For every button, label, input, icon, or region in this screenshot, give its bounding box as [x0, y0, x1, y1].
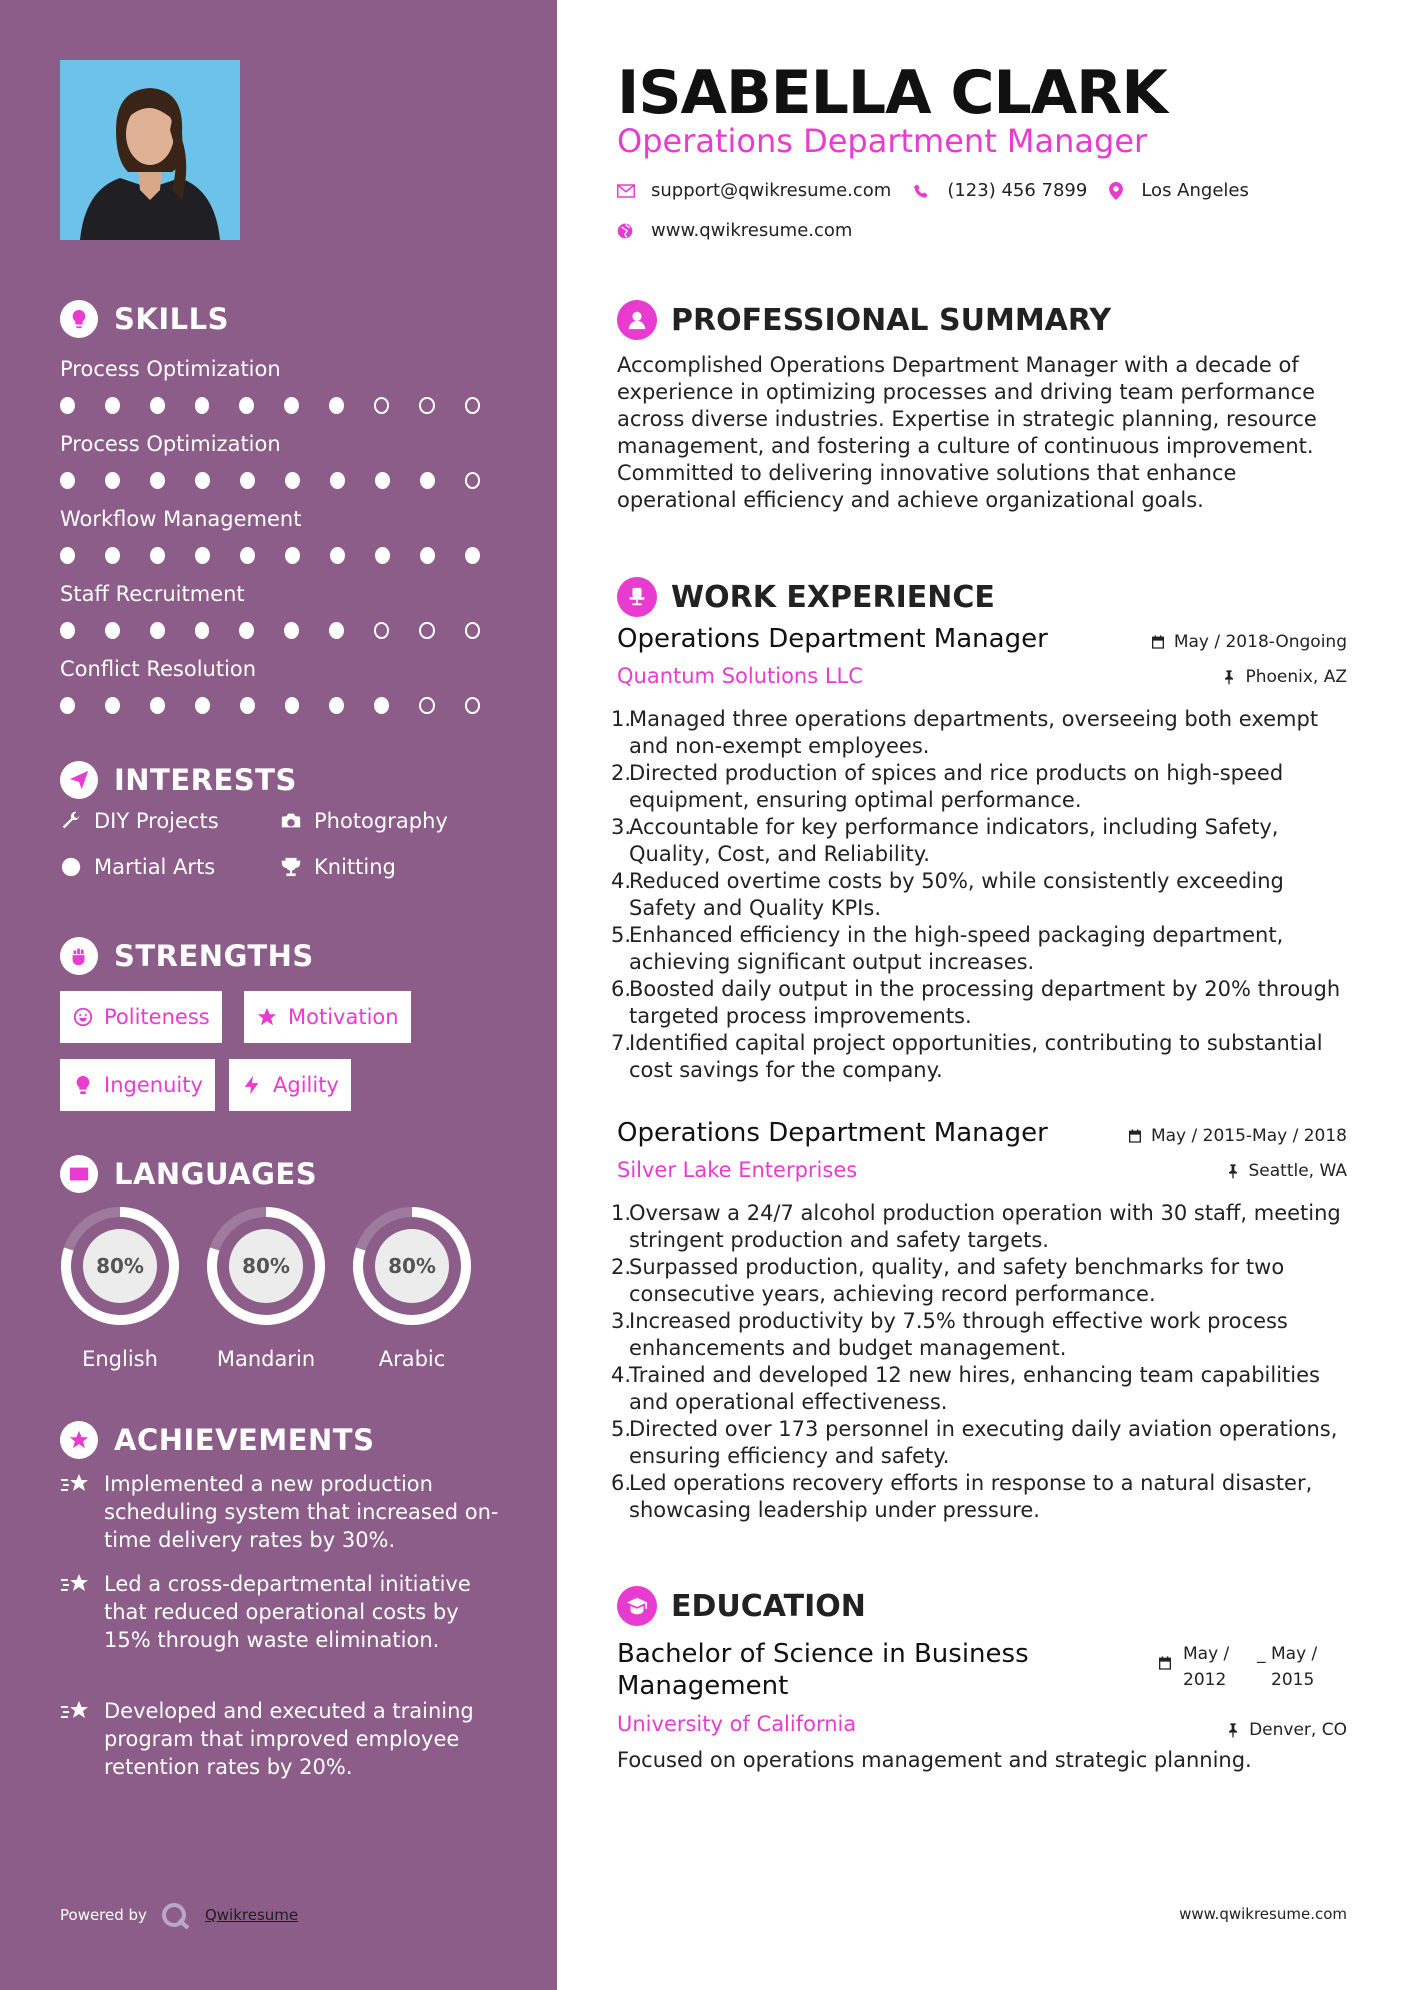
shooting-star-icon	[60, 1472, 90, 1498]
strength-label: Politeness	[104, 1005, 210, 1029]
rating-dot	[374, 697, 389, 714]
phone-icon	[913, 183, 929, 199]
bullet-text: Increased productivity by 7.5% through effective work process enhancements and budget management.	[629, 1309, 1288, 1360]
star-badge-icon	[60, 1421, 98, 1459]
rating-dot	[285, 547, 300, 564]
achievement-item	[60, 1697, 500, 1781]
job-bullet	[611, 1308, 1347, 1362]
job-bullet	[611, 1200, 1347, 1254]
bullet-text: Reduced overtime costs by 50%, while consistently exceeding Safety and Quality KPIs.	[629, 869, 1284, 920]
interest-label: Knitting	[314, 855, 396, 879]
language-percent: 80%	[96, 1254, 144, 1278]
date-range: May / 2015-May / 2018	[1150, 1126, 1347, 1146]
lightning-icon	[241, 1074, 263, 1096]
bullet-number: 1.	[611, 707, 632, 731]
globe-icon	[617, 223, 633, 239]
skill-item	[60, 657, 510, 714]
strength-tag	[60, 1059, 215, 1111]
bullet-number: 7.	[611, 1031, 632, 1055]
degree: Bachelor of Science in Business Management	[617, 1639, 1029, 1701]
rating-dot	[329, 622, 344, 639]
strength-label: Motivation	[288, 1005, 399, 1029]
language-name: English	[82, 1347, 158, 1371]
rating-dot	[465, 472, 480, 489]
location: Seattle, WA	[1248, 1161, 1347, 1181]
rating-dot	[465, 622, 480, 639]
bullet-number: 6.	[611, 977, 632, 1001]
language-percent: 80%	[242, 1254, 290, 1278]
interest-item	[280, 855, 396, 879]
company-name: Silver Lake Enterprises	[617, 1158, 858, 1182]
rating-dot	[195, 547, 210, 564]
section-title: INTERESTS	[114, 763, 297, 797]
rating-dot	[105, 622, 120, 639]
rating-dot	[374, 622, 389, 639]
rating-dot	[60, 472, 75, 489]
section-title: STRENGTHS	[114, 939, 314, 973]
rating-dot	[419, 697, 434, 714]
paper-plane-icon	[60, 761, 98, 799]
language-progress-ring	[205, 1205, 327, 1327]
rating-dot	[60, 697, 75, 714]
language-percent: 80%	[388, 1254, 436, 1278]
achievements-heading	[60, 1421, 374, 1459]
skill-rating	[60, 622, 510, 639]
pushpin-icon	[1225, 1722, 1241, 1738]
main-content	[557, 0, 1407, 1990]
skill-item	[60, 582, 510, 639]
language-item	[351, 1205, 473, 1371]
strengths-heading	[60, 937, 314, 975]
rating-dot	[375, 547, 390, 564]
language-item	[205, 1205, 327, 1371]
achievement-item	[60, 1470, 500, 1554]
location: Los Angeles	[1141, 180, 1249, 201]
job-bullets	[611, 1200, 1347, 1524]
section-title: ACHIEVEMENTS	[114, 1423, 375, 1457]
calendar-icon	[1127, 1128, 1143, 1144]
rating-dot	[60, 397, 75, 414]
rating-dot	[419, 622, 434, 639]
skill-item	[60, 507, 510, 564]
rating-dot	[285, 472, 300, 489]
experience-heading	[617, 577, 995, 617]
wrench-icon	[60, 810, 82, 832]
job-dates	[1127, 1126, 1347, 1146]
job-bullet	[611, 868, 1347, 922]
rating-dot	[195, 397, 210, 414]
qwikresume-logo-icon	[159, 1900, 193, 1930]
bullet-number: 2.	[611, 1255, 632, 1279]
rating-dot	[150, 472, 165, 489]
pushpin-icon	[1225, 1163, 1241, 1179]
email[interactable]: support@qwikresume.com	[651, 180, 892, 201]
job-bullet	[611, 922, 1347, 976]
bullet-text: Accountable for key performance indicators, including Safety, Quality, Cost, and Reliability.	[629, 815, 1279, 866]
education-entry	[617, 1638, 1347, 1772]
skill-rating	[60, 472, 510, 489]
bullet-number: 5.	[611, 1417, 632, 1441]
rating-dot	[239, 397, 254, 414]
phone: (123) 456 7899	[947, 180, 1088, 201]
bullet-number: 3.	[611, 815, 632, 839]
rating-dot	[329, 697, 344, 714]
calendar-icon	[1150, 634, 1166, 650]
location-pin-icon	[1109, 182, 1123, 200]
location: Denver, CO	[1249, 1720, 1347, 1740]
rating-dot	[150, 622, 165, 639]
globe-icon	[60, 856, 82, 878]
rating-dot	[105, 397, 120, 414]
job-bullet	[611, 1470, 1347, 1524]
end-date: May / 2015	[1271, 1644, 1318, 1690]
rating-dot	[150, 697, 165, 714]
bullet-text: Boosted daily output in the processing department by 20% through targeted process improvements.	[629, 977, 1341, 1028]
powered-by-label: Powered by	[60, 1906, 147, 1924]
shooting-star-icon	[60, 1572, 90, 1598]
strength-tag	[229, 1059, 351, 1111]
rating-dot	[105, 697, 120, 714]
strength-tag	[244, 991, 411, 1043]
bullet-text: Oversaw a 24/7 alcohol production operation with 30 staff, meeting stringent production and safety targets.	[629, 1201, 1341, 1252]
rating-dot	[329, 397, 344, 414]
rating-dot	[465, 697, 480, 714]
education-location	[1225, 1720, 1347, 1740]
bullet-text: Managed three operations departments, overseeing both exempt and non-exempt employees.	[629, 707, 1319, 758]
mail-icon	[617, 184, 635, 198]
camera-icon	[280, 810, 302, 832]
user-icon	[617, 300, 657, 340]
skill-item	[60, 357, 510, 414]
strength-tag	[60, 991, 222, 1043]
job-bullet	[611, 706, 1347, 760]
rating-dot	[240, 472, 255, 489]
company-name: Quantum Solutions LLC	[617, 664, 863, 688]
strength-label: Ingenuity	[104, 1073, 203, 1097]
section-title: LANGUAGES	[114, 1157, 318, 1191]
language-name: Mandarin	[216, 1347, 316, 1371]
shooting-star-icon	[60, 1699, 90, 1725]
star-icon	[256, 1006, 278, 1028]
rating-dot	[105, 472, 120, 489]
rating-dot	[60, 622, 75, 639]
summary-text: Accomplished Operations Department Manager with a decade of experience in optimizing processes and driving team performance across diverse industries. Expertise in strategic planning, resource management, and fostering a culture of continuous improvement. Committed to delivering innovative solutions that enhance operational efficiency and achieve organizational goals.	[617, 353, 1317, 512]
bullet-number: 3.	[611, 1309, 632, 1333]
rating-dot	[330, 547, 345, 564]
rating-dot	[195, 697, 210, 714]
section-title: WORK EXPERIENCE	[671, 579, 995, 615]
skill-rating	[60, 547, 510, 564]
achievement-text: Developed and executed a training program that improved employee retention rates by 20%.	[104, 1699, 474, 1779]
rating-dot	[420, 547, 435, 564]
interests-heading	[60, 761, 297, 799]
rating-dot	[240, 547, 255, 564]
rating-dot	[239, 622, 254, 639]
qwikresume-link[interactable]: Qwikresume	[204, 1906, 299, 1924]
location: Phoenix, AZ	[1245, 667, 1347, 687]
job-title: Operations Department Manager	[617, 624, 1048, 654]
skills-heading	[60, 300, 229, 338]
language-icon	[60, 1155, 98, 1193]
education-dates: May / 2012 _ May / 2015	[1157, 1641, 1337, 1693]
section-title: EDUCATION	[671, 1588, 866, 1624]
bullet-number: 2.	[611, 761, 632, 785]
job-bullet	[611, 976, 1347, 1030]
skill-name: Workflow Management	[60, 507, 302, 531]
bullet-number: 4.	[611, 1363, 632, 1387]
rating-dot	[150, 397, 165, 414]
job-bullet	[611, 814, 1347, 868]
interest-label: Photography	[314, 809, 448, 833]
rating-dot	[195, 472, 210, 489]
rating-dot	[284, 622, 299, 639]
education-description: Focused on operations management and strategic planning.	[617, 1748, 1252, 1772]
rating-dot	[375, 472, 390, 489]
achievement-text: Implemented a new production scheduling system that increased on-time delivery rates by 30%.	[104, 1472, 499, 1552]
candidate-role: Operations Department Manager	[617, 122, 1148, 160]
skill-name: Conflict Resolution	[60, 657, 257, 681]
skill-item	[60, 432, 510, 489]
bullet-text: Enhanced efficiency in the high-speed packaging department, achieving significant output increases.	[629, 923, 1284, 974]
bullet-number: 1.	[611, 1201, 632, 1225]
sidebar	[0, 0, 557, 1990]
bullet-text: Identified capital project opportunities, contributing to substantial cost savings for the company.	[629, 1031, 1323, 1082]
bullet-text: Surpassed production, quality, and safety benchmarks for two consecutive years, achieving record performance.	[629, 1255, 1285, 1306]
interest-item	[280, 809, 448, 833]
footer-url[interactable]: www.qwikresume.com	[1179, 1905, 1347, 1923]
bullet-text: Trained and developed 12 new hires, enhancing team capabilities and operational effectiveness.	[629, 1363, 1320, 1414]
job-bullet	[611, 1416, 1347, 1470]
strength-label: Agility	[273, 1073, 339, 1097]
job-bullet	[611, 760, 1347, 814]
bullet-text: Directed production of spices and rice products on high-speed equipment, ensuring optimal performance.	[629, 761, 1284, 812]
job-bullet	[611, 1030, 1347, 1084]
skill-rating	[60, 697, 510, 714]
rating-dot	[240, 697, 255, 714]
interest-label: DIY Projects	[94, 809, 219, 833]
rating-dot	[465, 547, 480, 564]
contact-row	[617, 180, 1249, 201]
school-name: University of California	[617, 1712, 857, 1736]
language-progress-ring	[59, 1205, 181, 1327]
language-item	[59, 1205, 181, 1371]
trophy-icon	[280, 856, 302, 878]
lightbulb-icon	[60, 300, 98, 338]
start-date: May / 2012	[1183, 1644, 1230, 1690]
rating-dot	[465, 397, 480, 414]
job-location	[1225, 1161, 1348, 1181]
candidate-name: ISABELLA CLARK	[617, 58, 1167, 128]
summary-heading	[617, 300, 1111, 340]
achievement-text: Led a cross-departmental initiative that reduced operational costs by 15% through waste elimination.	[104, 1572, 471, 1652]
powered-by	[60, 1900, 298, 1930]
job-dates	[1150, 632, 1347, 652]
rating-dot	[374, 397, 389, 414]
job-entry	[611, 1118, 1347, 1524]
job-title: Operations Department Manager	[617, 1118, 1048, 1148]
pushpin-icon	[1221, 669, 1237, 685]
lightbulb-icon	[72, 1074, 94, 1096]
section-title: PROFESSIONAL SUMMARY	[671, 302, 1112, 338]
website[interactable]: www.qwikresume.com	[651, 220, 853, 241]
rating-dot	[330, 472, 345, 489]
skill-name: Staff Recruitment	[60, 582, 245, 606]
skill-rating	[60, 397, 510, 414]
job-bullet	[611, 1362, 1347, 1416]
job-bullets	[611, 706, 1347, 1084]
graduate-icon	[617, 1586, 657, 1626]
job-entry	[611, 624, 1347, 1084]
smile-icon	[72, 1006, 94, 1028]
achievement-item	[60, 1570, 500, 1654]
rating-dot	[285, 697, 300, 714]
interest-item	[60, 855, 215, 879]
job-bullet	[611, 1254, 1347, 1308]
education-heading	[617, 1586, 866, 1626]
languages-heading	[60, 1155, 317, 1193]
bullet-text: Led operations recovery efforts in response to a natural disaster, showcasing leadership under pressure.	[629, 1471, 1313, 1522]
bullet-number: 5.	[611, 923, 632, 947]
skill-name: Process Optimization	[60, 357, 281, 381]
bullet-text: Directed over 173 personnel in executing daily aviation operations, ensuring efficiency and safety.	[629, 1417, 1338, 1468]
website-row	[617, 220, 852, 241]
office-chair-icon	[617, 577, 657, 617]
interest-item	[60, 809, 219, 833]
rating-dot	[195, 622, 210, 639]
job-location	[1221, 667, 1347, 687]
rating-dot	[420, 472, 435, 489]
calendar-icon	[1157, 1655, 1173, 1671]
date-range: May / 2018-Ongoing	[1173, 632, 1347, 652]
fist-icon	[60, 937, 98, 975]
rating-dot	[419, 397, 434, 414]
rating-dot	[60, 547, 75, 564]
rating-dot	[105, 547, 120, 564]
profile-photo	[60, 60, 240, 240]
language-name: Arabic	[378, 1347, 446, 1371]
rating-dot	[150, 547, 165, 564]
interest-label: Martial Arts	[94, 855, 216, 879]
skill-name: Process Optimization	[60, 432, 281, 456]
language-progress-ring	[351, 1205, 473, 1327]
rating-dot	[284, 397, 299, 414]
bullet-number: 6.	[611, 1471, 632, 1495]
bullet-number: 4.	[611, 869, 632, 893]
section-title: SKILLS	[114, 302, 229, 336]
